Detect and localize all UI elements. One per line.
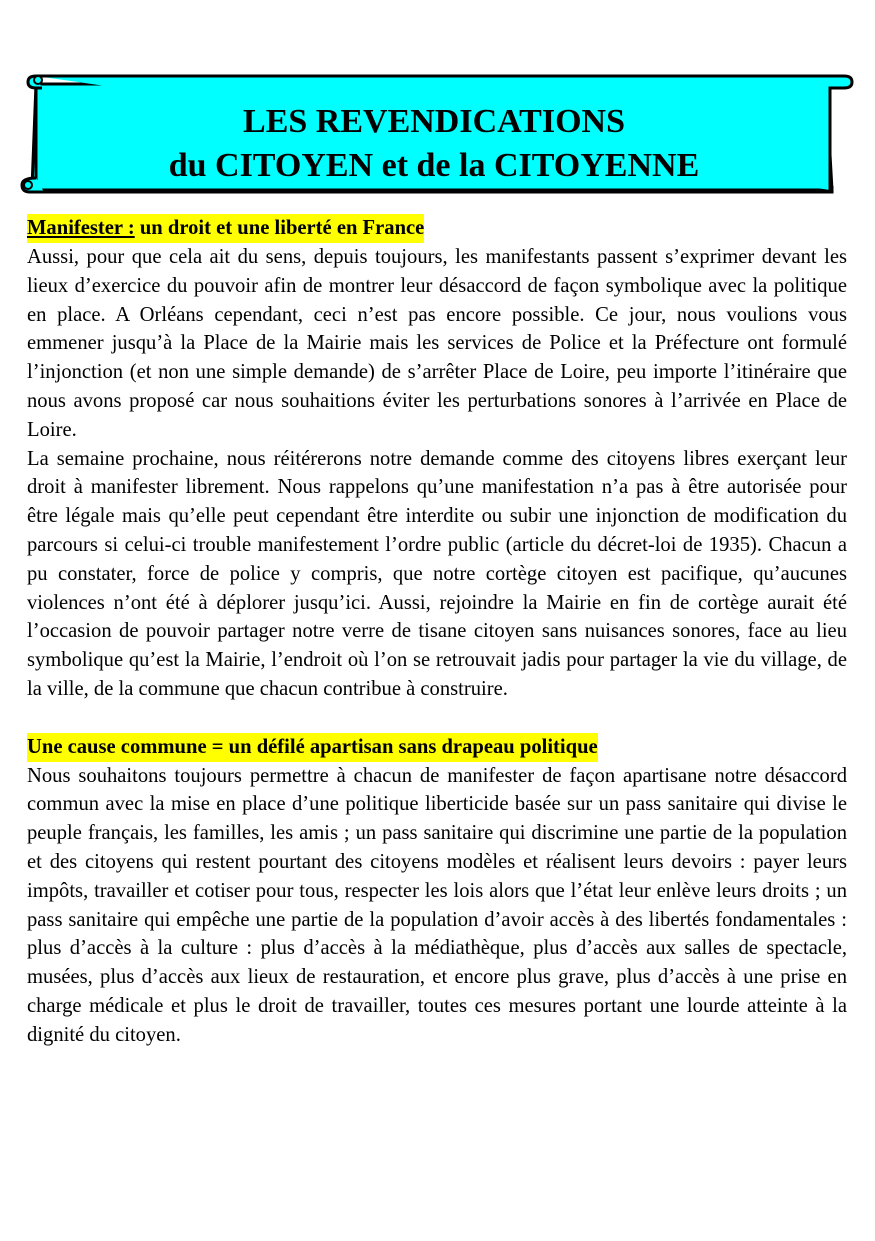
heading-underlined-part: Manifester :: [27, 217, 135, 239]
paragraph: Nous souhaitons toujours permettre à chacun de manifester de façon apartisane notre désaccord commun avec la mise en place d’une politique liberticide basée sur un pass sanitaire qui divise le peuple français, les familles, les amis ; un pass sanitaire qui discrimine une partie de la population et des citoyens qui restent pourtant des citoyens modèles et réalisent leurs devoirs : payer leurs impôts, travailler et cotiser pour tous, respecter les lois alors que l’état leur enlève leurs droits ; un pass sanitaire qui empêche une partie de la population d’avoir accès à des libertés fondamentales : plus d’accès à la culture : plus d’accès à la médiathèque, plus d’accès aux salles de spectacle, musées, plus d’accès aux lieux de restauration, et encore plus grave, plus d’accès à une prise en charge médicale et plus le droit de travailler, toutes ces mesures portant une lourde atteinte à la dignité du citoyen.: [27, 764, 847, 1046]
page-title: [54, 100, 814, 188]
paragraph: La semaine prochaine, nous réitérerons notre demande comme des citoyens libres exerçant leur droit à manifester librement. Nous rappelons qu’une manifestation n’a pas à être autorisée pour être légale mais qu’elle peut cependant être interdite ou subir une injonction de modification du parcours si celui-ci trouble manifestement l’ordre public (article du décret-loi de 1935). Chacun a pu constater, force de police y compris, que notre cortège citoyen est pacifique, qu’aucunes violences n’ont été à déplorer jusqu’ici. Aussi, rejoindre la Mairie en fin de cortège aurait été l’occasion de pouvoir partager notre verre de tisane citoyen sans nuisances sonores, face au lieu symbolique qu’est la Mairie, l’endroit où l’on se retrouvait jadis pour partager la vie du village, de la ville, de la commune que chacun contribue à construire.: [27, 447, 847, 700]
section-heading-manifester: [27, 214, 424, 243]
paragraph: Aussi, pour que cela ait du sens, depuis toujours, les manifestants passent s’exprimer devant les lieux d’exercice du pouvoir afin de montrer leur désaccord de façon symbolique avec la politique en place. A Orléans cependant, ceci n’est pas encore possible. Ce jour, nous voulions vous emmener jusqu’à la Place de la Mairie mais les services de Police et la Préfecture ont formulé l’injonction (et non une simple demande) de s’arrêter Place de Loire, peu importe l’itinéraire que nous avons proposé car nous souhaitions éviter les perturbations sonores à l’arrivée en Place de Loire.: [27, 246, 847, 441]
document-body: [27, 214, 847, 1050]
title-line-2: du CITOYEN et de la CITOYENNE: [168, 147, 700, 184]
title-banner: [14, 68, 854, 200]
heading-rest: un droit et une liberté en France: [134, 217, 425, 239]
section-heading-cause-commune: Une cause commune = un défilé apartisan sans drapeau politique: [27, 733, 598, 762]
title-line-1: LES REVENDICATIONS: [243, 103, 625, 140]
blank-line: [27, 704, 847, 733]
